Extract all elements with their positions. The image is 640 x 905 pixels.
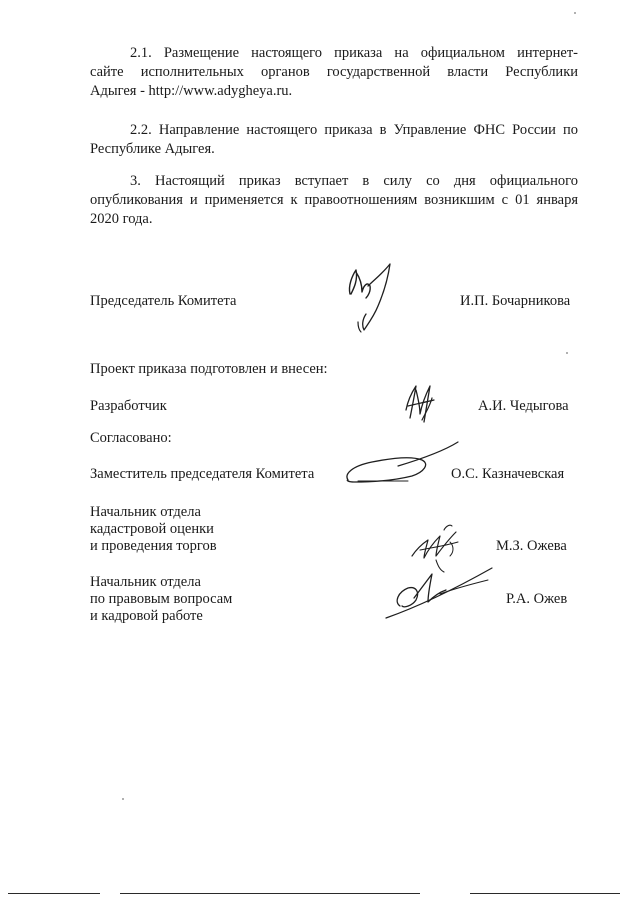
head2-line-1: Начальник отдела [90, 574, 201, 590]
project-heading: Проект приказа подготовлен и внесен: [90, 361, 328, 377]
clause-3-line-3: 2020 года. [90, 211, 153, 227]
agreed-label: Согласовано: [90, 430, 172, 446]
chair-title: Председатель Комитета [90, 293, 237, 309]
developer-signature [396, 380, 446, 430]
scan-dot [566, 352, 568, 354]
head2-name: Р.А. Ожев [506, 591, 568, 607]
head2-signature [380, 562, 500, 622]
head1-line-1: Начальник отдела [90, 504, 201, 520]
chair-name: И.П. Бочарникова [460, 293, 571, 309]
scan-edge-line [120, 893, 420, 894]
scan-dot [122, 798, 124, 800]
deputy-signature [338, 438, 468, 488]
deputy-label: Заместитель председателя Комитета [90, 466, 315, 482]
scan-edge-line [8, 893, 100, 894]
clause-2-1-line-3: Адыгея - http://www.adygheya.ru. [90, 83, 293, 99]
clause-2-2-line-2: Республике Адыгея. [90, 141, 215, 157]
clause-2-1-line-1: 2.1. Размещение настоящего приказа на официальном интернет- [130, 45, 578, 61]
head2-line-3: и кадровой работе [90, 608, 203, 624]
developer-name: А.И. Чедыгова [478, 398, 569, 414]
chair-signature [338, 258, 408, 338]
developer-label: Разработчик [90, 398, 167, 414]
clause-2-2-line-1: 2.2. Направление настоящего приказа в Управление ФНС России по [130, 122, 578, 138]
head1-line-3: и проведения торгов [90, 538, 217, 554]
scan-dot [574, 12, 576, 14]
head2-line-2: по правовым вопросам [90, 591, 233, 607]
clause-3-line-2: опубликования и применяется к правоотношениям возникшим с 01 января [90, 192, 578, 208]
deputy-name: О.С. Казначевская [451, 466, 565, 482]
head1-name: М.З. Ожева [496, 538, 567, 554]
scan-edge-line [470, 893, 620, 894]
clause-3-line-1: 3. Настоящий приказ вступает в силу со дня официального [130, 173, 578, 189]
clause-2-1-line-2: сайте исполнительных органов государственной власти Республики [90, 64, 578, 80]
head1-line-2: кадастровой оценки [90, 521, 214, 537]
